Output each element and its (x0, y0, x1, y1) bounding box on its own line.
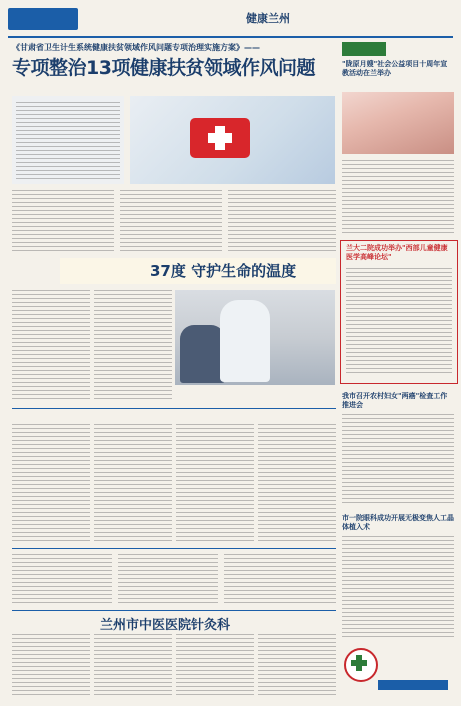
paper-logo (8, 8, 78, 30)
lead-kicker: 《甘肃省卫生计生系统健康扶贫领域作风问题专项治理实施方案》—— (12, 43, 260, 52)
column-body-3 (176, 424, 254, 542)
right-story4-body (342, 536, 454, 640)
lead-photo (130, 96, 335, 184)
photo-nurse (220, 300, 270, 382)
lead-body-col2 (120, 190, 222, 252)
brand-strip (378, 680, 448, 690)
lower-body-2 (118, 554, 218, 606)
lead-body-col3 (228, 190, 336, 252)
section-rule-2 (12, 548, 336, 549)
right-story3-title: 我市召开农村妇女"两癌"检查工作推进会 (342, 392, 448, 409)
masthead (8, 6, 453, 34)
feature-title: 37度 守护生命的温度 (150, 262, 297, 280)
right-story3-body (342, 414, 454, 506)
masthead-rule (8, 36, 453, 38)
bottom-headline: 兰州市中医医院针灸科 (100, 618, 231, 633)
column-body-2 (94, 424, 172, 542)
column-body-4 (258, 424, 336, 542)
lower-body-1 (12, 554, 112, 606)
right-story1-title: "陇原月嫂"社会公益项目十周年宣教活动在兰举办 (342, 60, 448, 77)
right-story2-title: 兰大二院成功举办"西部儿童健康医学高峰论坛" (346, 244, 448, 261)
feature-body-col1 (12, 290, 90, 400)
bottom-body-4 (258, 634, 336, 698)
lead-headline: 专项整治13项健康扶贫领域作风问题 (12, 57, 315, 79)
lead-intro-text (16, 102, 120, 180)
bottom-body-2 (94, 634, 172, 698)
lead-body-col1 (12, 190, 114, 252)
right-story4-title: 市一院眼科成功开展无极变焦人工晶体植入术 (342, 514, 454, 531)
section-rule (12, 408, 336, 409)
bottom-rule (12, 610, 336, 611)
section-title: 健康兰州 (246, 12, 290, 25)
column-body-1 (12, 424, 90, 542)
right-photo (342, 92, 454, 154)
right-story2-body (346, 268, 452, 376)
bottom-body-3 (176, 634, 254, 698)
feature-body-col2 (94, 290, 172, 400)
right-story1-body (342, 160, 454, 234)
right-badge (342, 42, 386, 56)
photo-patient (180, 325, 225, 383)
lower-body-3 (224, 554, 336, 606)
cross-icon-bar (208, 133, 232, 143)
bottom-body-1 (12, 634, 90, 698)
emblem-cross-bar (351, 660, 367, 666)
